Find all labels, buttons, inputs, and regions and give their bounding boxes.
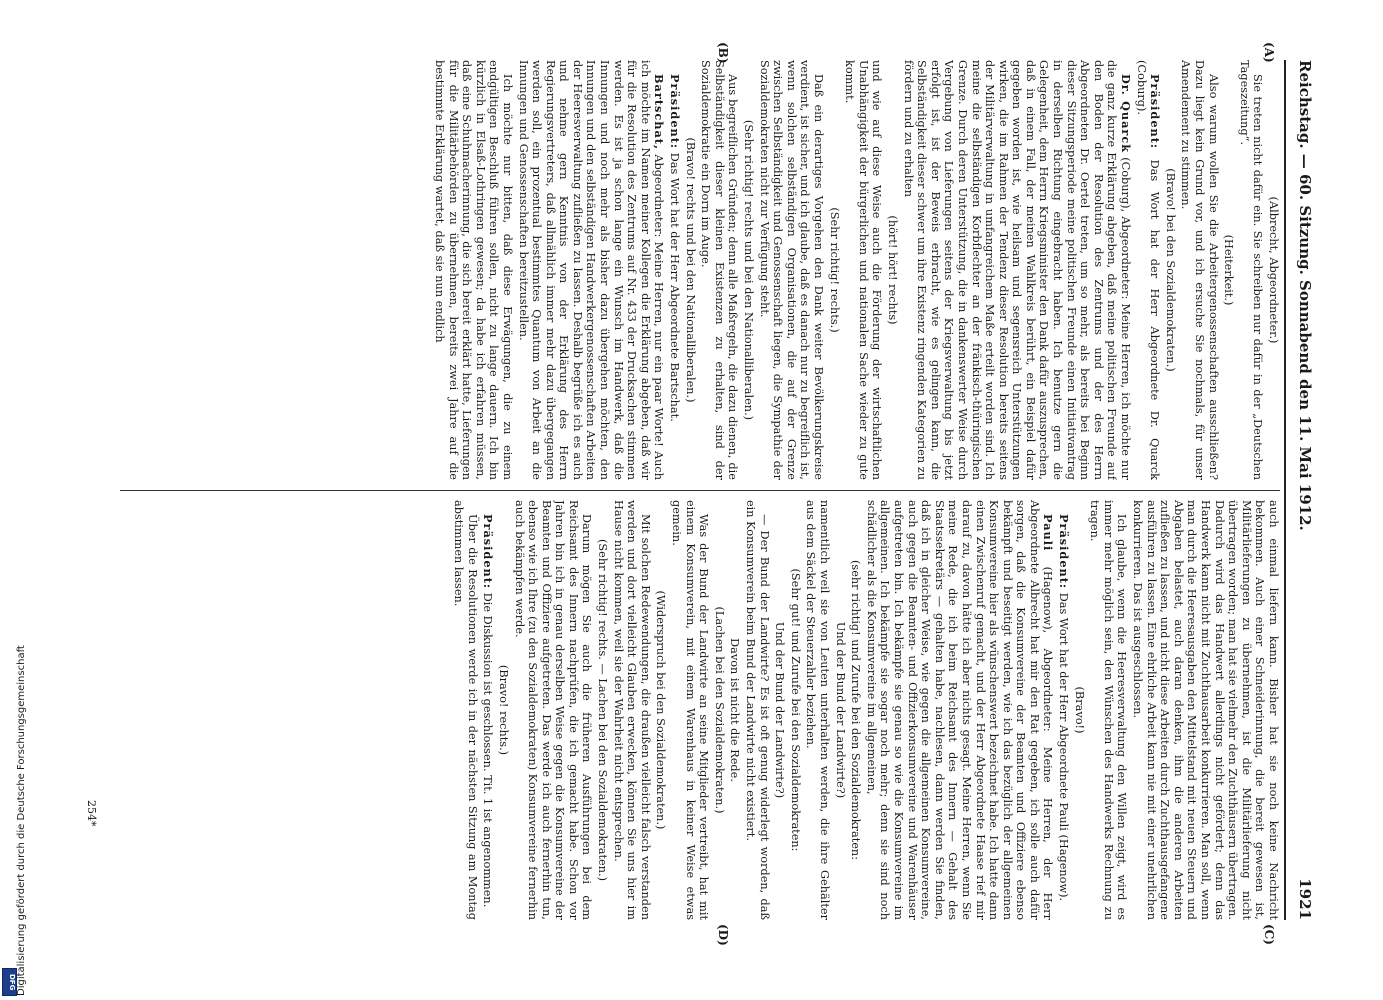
stage-direction: Und der Bund der Landwirte?) [833, 621, 847, 799]
paragraph-text: Das Wort hat der Herr Abgeordnete Bartschat. [668, 152, 682, 422]
speech-paragraph [516, 60, 666, 480]
speech-paragraph [864, 500, 1054, 920]
text-paragraph [699, 60, 740, 480]
right-column [100, 500, 1280, 920]
stage-direction: (Sehr richtig! rechts.) [827, 207, 841, 333]
stage-direction: (Lachen bei den Sozialdemokraten.) [712, 606, 726, 814]
footer-code: 254* [85, 800, 98, 827]
stage-direction: (Albrecht, Abgeordneter.) [1267, 196, 1280, 344]
paragraph-text: (Coburg), Abgeordneter: Meine Herren, ich möchte nur die ganz kurze Erklärung abgeben, daß meine politischen Freunde auf den Boden der Resolution des Zentrums und der des Herrn Abgeordneten Dr. Oertel treten, um so mehr, als bereits bei Beginn dieser Sitzungsperiode meine politischen Freunde einen Initiativantrag in derselben Richtung eingebracht haben. Ich benutze gern die Gelegenheit, dem Herrn Kriegsminister den Dank dafür auszusprechen, daß in einem Fall, der meinen Wahlkreis berührt, ein Beispiel dafür gegeben worden ist, wie heilsam und segensreich Unterstützungen wirken, die im Rahmen der Tendenz dieser Resolution bereits seitens der Militärverwaltung in umfangreichem Maße erteilt worden sind. Ich meine die selbständigen Korbflechter an der fränkisch-thüringischen Grenze. Durch deren Unterstützung, die in dankenswerter Weise durch Vergebung von Lieferungen seitens der Kriegsverwaltung bis jetzt erfolgt ist, ist der Beweis erbracht, wie es gelingen kann, die Selbständigkeit dieser schwer um ihre Existenz ringenden Kategorien zu fördern und zu erhalten [901, 60, 1133, 480]
stage-direction: (Bravo!) [1072, 686, 1086, 734]
page-number: 1921 [1296, 878, 1314, 920]
stage-direction: (Sehr gut! und Zurufe bei den Sozialdemokraten: [788, 568, 802, 852]
paragraph-text: Die Diskussion ist geschlossen. Tit. 1 ist angenommen. [481, 592, 495, 908]
left-column [100, 60, 1280, 480]
text-paragraph [743, 500, 770, 920]
digitization-note [0, 0, 27, 1000]
speaker-name: Präsident: [668, 74, 683, 150]
stage-direction: Und der Bund der Landwirte?) [773, 621, 787, 799]
page-header [1284, 60, 1320, 920]
text-paragraph [512, 500, 594, 920]
speech-paragraph [1057, 500, 1071, 920]
paragraph-text: auch einmal liefern kann. Bisher hat sie noch keine Nachricht bekommen. Auch einer Schneiderinnung, die bereit gewesen ist, Militärlieferungen zu übernehmen, ist die Militärlieferung nicht übertragen worden; man hat sie vielmehr den Zuchthäusern übertragen. Dadurch wird das Handwert allerdings nicht gefördert; denn das Handwerk kann nicht mit Zuchthausarbeit konkurrieren. Man soll, wenn man durch die Heeresausgaben den Mittelstand mit neuen Steuern und Abgaben belastet, auch daran denken, ihm die anderen Arbeiten zufließen zu lassen, und nicht diese Arbeiten durch Zuchthausgefangene ausführen zu lassen. Eine ehrliche Arbeit kann nie mit einer unehrlichen konkurrieren. Das ist ausgeschlossen. [1131, 500, 1280, 920]
paragraph-text: Über die Resolutionen werde ich in der nächsten Sitzung am Montag abstimmen lassen. [452, 500, 479, 920]
speech-paragraph [901, 60, 1132, 480]
speaker-name: Pauli [1041, 514, 1056, 552]
stage-direction: Davon ist nicht die Rede. [728, 638, 742, 782]
paragraph-text: Darum mögen Sie auch die früheren Ausführungen bei dem Reichsamt des Innern nachprüfen, die ich gemacht habe. Schon vor Jahren bin ich in genau derselben Weise gegen die Konsumvereine der Beamten und Offiziere aufgetreten. Das werde ich auch fernerhin tun, ebenso wie ich Ihre (zu den Sozialdemokraten) Konsumvereine fernerhin auch bekämpfen werde. [512, 500, 594, 920]
text-paragraph [843, 60, 884, 480]
stage-direction: (Sehr richtig! rechts. — Lachen bei den Sozialdemokraten.) [596, 539, 610, 881]
paragraph-text: Ich glaube, wenn die Heeresverwaltung den Willen zeigt, wird es immer mehr möglich sein, den Wünschen des Handwerks Rechnung zu tragen. [1088, 500, 1129, 920]
column-divider [120, 490, 1280, 491]
text-paragraph [804, 500, 831, 920]
paragraph-text: und wie auf diese Weise auch die Förderung der wirtschaftlichen Unabhängigkeit der bürgerlichen und nationalen Sache wieder zu gute kommt. [843, 60, 884, 480]
digitization-credit: Digitalisierung gefördert durch die Deutsche Forschungsgemeinschaft [16, 645, 27, 996]
paragraph-text: Ich möchte nur bitten, daß diese Erwägungen, die zu einem endgültigen Beschluß führen sollen, nicht zu lange dauern. Ich bin kürzlich in Elsaß-Lothringen gewesen; da habe ich erfahren müssen, daß eine Schuhmacherinnung, die sich bereit erklärt hatte, Lieferungen für die Militärbehörden zu übernehmen, bereits zwei Jahre auf die bestimmte Erklärung wartet, daß sie nun endlich [432, 60, 514, 480]
stage-direction: (Sehr richtig! rechts und bei den Nationalliberalen.) [742, 119, 756, 421]
stage-direction: (sehr richtig! und Zurufe bei den Sozialdemokraten: [849, 560, 863, 860]
text-paragraph [757, 60, 825, 480]
paragraph-text: Das Wort hat der Herr Abgeordnete Pauli (Hagenow). [1057, 592, 1071, 902]
text-paragraph [452, 500, 479, 920]
paragraph-text: Was der Bund der Landwirte an seine Mitglieder vertreibt, hat mit einem Konsumverein, mit einem Warenhaus in keiner Weise etwas gemein. [670, 500, 711, 920]
paragraph-text: — Der Bund der Landwirte? Es ist oft genug widerlegt worden, daß ein Konsumverein beim Bund der Landwirte nicht existiert. [744, 500, 771, 920]
speech-paragraph [1134, 60, 1161, 480]
margin-letter-c: (C) [1262, 924, 1276, 945]
text-paragraph [432, 60, 514, 480]
margin-letter-b: (B) [716, 42, 730, 64]
text-paragraph [611, 500, 652, 920]
stage-direction: (Heiterkeit.) [1222, 234, 1236, 306]
scanned-page [80, 40, 1320, 946]
paragraph-text: Also warum wollen Sie die Arbeitergenossenschaften ausschließen? Dazu liegt kein Grund vor, und ich ersuche Sie nochmals, für unser Amendement zu stimmen. [1179, 60, 1220, 480]
paragraph-text: Sie treten nicht dafür ein. Sie schreiben nur dafür in der „Deutschen Tageszeitung“. [1237, 60, 1265, 480]
speaker-name: Präsident: [1148, 74, 1163, 150]
speaker-name: Bartschat, [652, 74, 667, 150]
stage-direction: (Bravo! rechts und bei den Nationalliberalen.) [683, 137, 697, 403]
text-paragraph [669, 500, 710, 920]
speaker-name: Präsident: [481, 514, 496, 590]
stage-direction: (Bravo! rechts.) [496, 664, 510, 756]
paragraph-text: Aus begreiflichen Gründen; denn alle Maßregeln, die dazu dienen, die Selbständigkeit dieser kleinen Existenzen zu erhalten, sind der Sozialdemokratie ein Dorn im Auge. [699, 60, 740, 480]
margin-letter-a: (A) [1262, 42, 1276, 63]
text-paragraph [1179, 60, 1220, 480]
page-header-title: Reichstag. — 60. Sitzung. Sonnabend den 11. Mai 1912. [1296, 60, 1314, 531]
text-paragraph [1130, 500, 1280, 920]
text-paragraph [1237, 60, 1264, 480]
paragraph-text: (Hagenow), Abgeordneter: Meine Herren, der Herr Abgeordnete Albrecht hat mir den Rat gegeben, ich solle auch dafür sorgen, daß die Konsumvereine der Beamten und Offiziere ebenso bekämpft und beseitigt werden, wie ich das bezüglich der allgemeinen Konsumvereine hier als wünschenswert bezeichnet habe. Ich hatte dann einen Zwischenruf gemacht, und der Herr Abgeordnete Haase rief mir darauf zu, davon hätte ich aber nichts gesagt. Meine Herren, wenn Sie meine Rede, die ich beim Reichsamt des Innern — Gehalt des Staatssekretärs — gehalten habe, nachlesen, dann werden Sie finden, daß ich in gleicher Weise, wie gegen die allgemeinen Konsumvereine, auch gegen die Beamten- und Offizierkonsumvereine und Warenhäuser aufgetreten bin. Ich bekämpfe sie genau so wie die Konsumvereine im allgemeinen. Ich bekämpfe sie sogar noch mehr; denn sie sind noch schädlicher als die Konsumvereine im allgemeinen, [864, 500, 1055, 920]
paragraph-text: Mit solchen Redewendungen, die draußen vielleicht falsch verstanden werden und dort vielleicht Glauben erwecken, können Sie uns hier im Hause nicht kommen, weil sie der Wahrheit nicht entsprechen. [611, 500, 652, 920]
speaker-name: Präsident: [1057, 514, 1072, 590]
text-paragraph [1088, 500, 1129, 920]
speech-paragraph [667, 60, 681, 480]
speech-paragraph [481, 500, 495, 920]
dfg-logo: DFG [2, 968, 17, 996]
paragraph-text: namentlich weil sie von Leuten unterhalten werden, die ihre Gehälter aus dem Säckel der Steuerzahler beziehen. [804, 500, 831, 920]
paragraph-text: Daß ein derartiges Vorgehen den Dank weiter Bevölkerungskreise verdient, ist sicher, und ich glaube, daß es danach nur zu begreiflich ist, wenn solchen selbständigen Organisationen, die auf der Grenze zwischen Selbständigkeit und Genossenschaft liegen, die Sympathie der Sozialdemokraten nicht zur Verfügung steht. [757, 60, 825, 480]
speaker-name: Dr. Quarck [1119, 74, 1134, 154]
paragraph-text: Abgeordneter: Meine Herren, nur ein paar Worte! Auch ich möchte im Namen meiner Kollegen die Erklärung abgeben, daß wir für die Resolution des Zentrums auf Nr. 433 der Drucksachen stimmen werden. Es ist ja schon lange ein Wunsch im Handwerk, daß die Innungen und noch mehr als bisher dazu übergehen möchten, den Innungen und den selbständigen Handwerkergenossenschaften Arbeiten der Heeresverwaltung zufließen zu lassen. Deshalb begrüße ich es auch und nehme gern Kenntnis von der Erklärung des Herrn Regierungsvertreters, daß allmählich immer mehr dazu übergegangen werden soll, ein prozentual bestimmtes Quantum von Arbeit an die Innungen und Genossenschaften bereitzustellen. [516, 60, 666, 480]
stage-direction: (Bravo! bei den Sozialdemokraten.) [1163, 168, 1177, 372]
stage-direction: (Widerspruch bei den Sozialdemokraten.) [654, 590, 668, 830]
stage-direction: (hört! hört! rechts) [885, 215, 899, 325]
margin-letter-d: (D) [716, 924, 730, 946]
paragraph-text: Das Wort hat der Herr Abgeordnete Dr. Quarck (Coburg). [1134, 60, 1162, 480]
